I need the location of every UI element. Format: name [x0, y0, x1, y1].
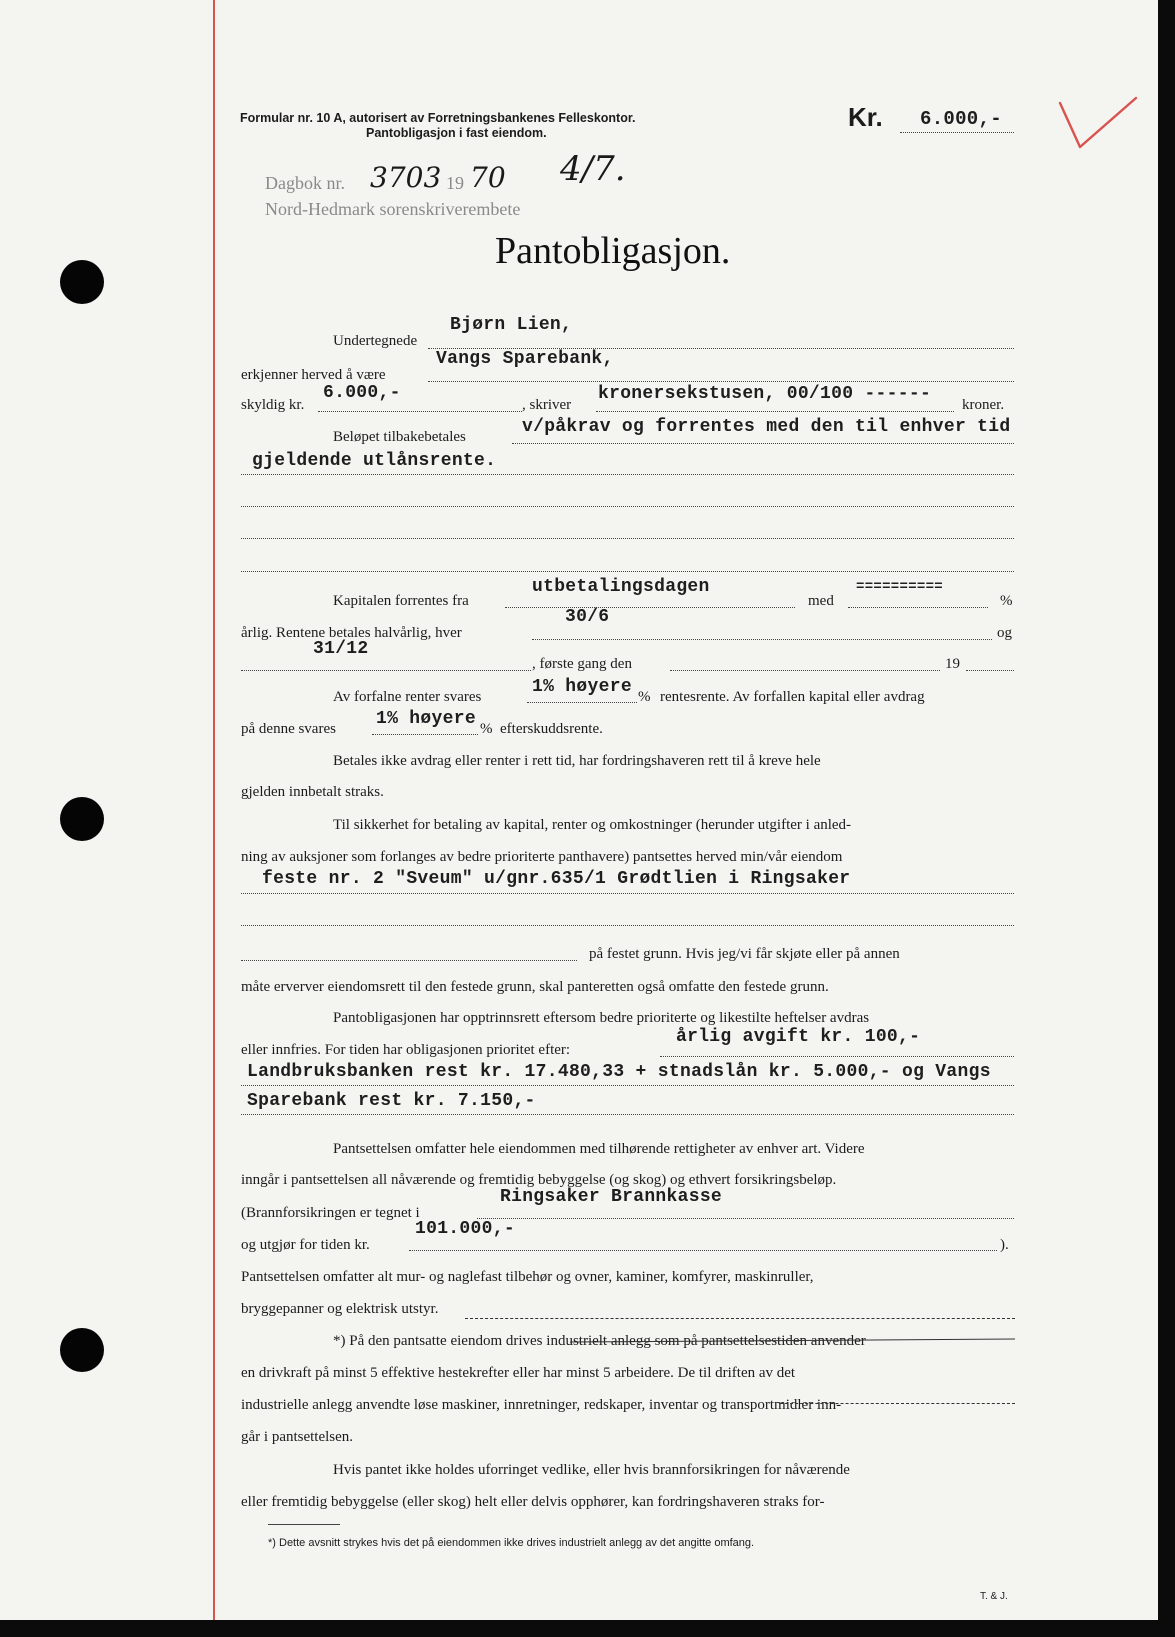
red-margin-line [213, 0, 215, 1620]
amount-value: 6.000,- [920, 108, 1002, 130]
stamp-date-handwritten: 4/7. [560, 149, 626, 189]
arlig-line [532, 639, 992, 640]
forfalne-rest: rentesrente. Av forfallen kapital eller avdrag [660, 689, 925, 705]
murfast-line-1: Pantsettelsen omfatter alt mur- og naglefast tilbehør og ovner, kaminer, komfyrer, maskinruller, [241, 1269, 814, 1285]
percent-sign: % [1000, 593, 1013, 609]
betales-line-1: Betales ikke avdrag eller renter i rett tid, har fordringshaveren rett til å kreve hele [333, 753, 821, 769]
omfatter-line-1: Pantsettelsen omfatter hele eiendommen med tilhørende rettigheter av enhver art. Videre [333, 1141, 865, 1157]
prioritet-line-2 [241, 1085, 1014, 1086]
form-number-line: Formular nr. 10 A, autorisert av Forretningsbankenes Felleskontor. [240, 111, 636, 125]
belopet-line-4 [241, 538, 1014, 539]
stamp-office: Nord-Hedmark sorenskriverembete [265, 199, 521, 219]
percent-sign-2: % [638, 689, 651, 705]
arlig-line-2 [241, 670, 531, 671]
form-type-line: Pantobligasjon i fast eiendom. [366, 126, 547, 140]
brann-line [477, 1218, 1014, 1219]
skriver-line [596, 411, 954, 412]
penalty-rate: 1% høyere [532, 677, 632, 697]
prior-lien-3: Sparebank rest kr. 7.150,- [247, 1091, 536, 1111]
payment-date-2: 31/12 [313, 639, 369, 659]
insurance-company: Ringsaker Brannkasse [500, 1187, 723, 1207]
omfatter-line-2: inngår i pantsettelsen all nåværende og fremtidig bebyggelse (og skog) og ethvert forsikringsbeløp. [241, 1172, 837, 1188]
festet-line-1: på festet grunn. Hvis jeg/vi får skjøte eller på annen [589, 946, 900, 962]
vedlike-line-1: Hvis pantet ikke holdes uforringet vedlike, eller hvis brannforsikringen for nåværende [333, 1462, 850, 1478]
belopet-label: Beløpet tilbakebetales [333, 429, 466, 445]
opptrinn-line-1: Pantobligasjonen har opptrinnsrett eftersom bedre prioriterte og likestilte heftelser avdras [333, 1010, 870, 1026]
eiendom-line-2 [241, 925, 1014, 926]
prior-lien-2: Landbruksbanken rest kr. 17.480,33 + stnadslån kr. 5.000,- og Vangs [247, 1062, 991, 1082]
industri-line-1: *) På den pantsatte eiendom drives industrielt anlegg som på pantsettelsestiden anvender [333, 1333, 866, 1349]
opptrinn-line-2: eller innfries. For tiden har obligasjonen prioritet efter: [241, 1042, 571, 1058]
debtor-name: Bjørn Lien, [450, 315, 573, 335]
forfalne-label: Av forfalne renter svares [333, 689, 482, 705]
red-checkmark-icon [1058, 95, 1138, 155]
repayment-terms-2: gjeldende utlånsrente. [252, 451, 497, 471]
footnote-rule [268, 1524, 340, 1525]
interest-start: utbetalingsdagen [532, 577, 710, 597]
kapitalen-line [505, 607, 795, 608]
nineteen-label: 19 [945, 656, 960, 672]
forste-line [670, 670, 940, 671]
strikethrough-3 [780, 1403, 1015, 1404]
payment-date-1: 30/6 [565, 607, 610, 627]
year-suffix: 70 [470, 161, 506, 194]
document-title: Pantobligasjon. [495, 230, 731, 272]
creditor-name: Vangs Sparebank, [436, 349, 614, 369]
industri-line-3: industrielle anlegg anvendte løse maskiner, innretninger, redskaper, inventar og transportmidler inn- [241, 1397, 842, 1413]
property-description: feste nr. 2 "Sveum" u/gnr.635/1 Grødtlien i Ringsaker [262, 869, 851, 889]
forste-label: , første gang den [532, 656, 632, 672]
forfalne-line [527, 702, 637, 703]
dagbok-number: 3703 [370, 161, 442, 194]
eiendom-line-1 [241, 893, 1014, 894]
erkjenner-label: erkjenner herved å være [241, 367, 386, 383]
footnote: *) Dette avsnitt strykes hvis det på eiendommen ikke drives industrielt anlegg av det angitte omfang. [268, 1537, 755, 1549]
denne-line [372, 734, 478, 735]
sikkerhet-line-1: Til sikkerhet for betaling av kapital, renter og omkostninger (herunder utgifter i anled- [333, 817, 852, 833]
amount-line [900, 132, 1014, 133]
rate-line [848, 607, 988, 608]
year-prefix: 19 [446, 173, 464, 193]
kapitalen-label: Kapitalen forrentes fra [333, 593, 469, 609]
belopet-line-5 [241, 571, 1014, 572]
og-label: og [997, 625, 1012, 641]
scan-border-bottom [0, 1620, 1175, 1637]
sikkerhet-line-2: ning av auksjoner som forlanges av bedre prioriterte panthavere) pantsettes herved min/vår eiendom [241, 849, 843, 865]
punch-hole-top [60, 260, 104, 304]
belopet-line-3 [241, 506, 1014, 507]
undertegnede-label: Undertegnede [333, 333, 418, 349]
murfast-line-2: bryggepanner og elektrisk utstyr. [241, 1301, 439, 1317]
skyldig-label: skyldig kr. [241, 397, 305, 413]
insurance-amount: 101.000,- [415, 1219, 515, 1239]
late-rate: 1% høyere [376, 709, 476, 729]
amount-in-words: kronersekstusen, 00/100 ------ [598, 384, 932, 404]
repayment-terms-1: v/påkrav og forrentes med den til enhver tid [522, 417, 1011, 437]
skriver-label: , skriver [522, 397, 572, 413]
percent-sign-3: % [480, 721, 493, 737]
prioritet-line-1 [660, 1056, 1014, 1057]
utgjor-line [409, 1250, 997, 1251]
belopet-line-1 [512, 443, 1014, 444]
arlig-label: årlig. Rentene betales halvårlig, hver [241, 625, 462, 641]
eiendom-line-3 [241, 960, 577, 961]
printer-mark: T. & J. [980, 1591, 1008, 1602]
utgjor-label: og utgjør for tiden kr. [241, 1237, 370, 1253]
strikethrough-1 [465, 1318, 1015, 1319]
industri-line-2: en drivkraft på minst 5 effektive hestekrefter eller har minst 5 arbeidere. De til driften av det [241, 1365, 796, 1381]
punch-hole-bottom [60, 1328, 104, 1372]
erkjenner-line [428, 381, 1014, 382]
kroner-label: kroner. [962, 397, 1005, 413]
med-label: med [808, 593, 834, 609]
utgjor-end: ). [1000, 1237, 1009, 1253]
scan-border-right [1158, 0, 1175, 1637]
year-line [966, 670, 1014, 671]
skyldig-line [318, 411, 522, 412]
vedlike-line-2: eller fremtidig bebyggelse (eller skog) helt eller delvis opphører, kan fordringshaveren straks for- [241, 1494, 825, 1510]
betales-line-2: gjelden innbetalt straks. [241, 784, 384, 800]
punch-hole-middle [60, 797, 104, 841]
festet-line-2: måte erverver eiendomsrett til den festede grunn, skal panteretten også omfatte den festede grunn. [241, 979, 829, 995]
belopet-line-2 [241, 474, 1014, 475]
industri-line-4: går i pantsettelsen. [241, 1429, 354, 1445]
denne-label: på denne svares [241, 721, 336, 737]
efterskudd-label: efterskuddsrente. [500, 721, 603, 737]
interest-rate: ========== [856, 579, 944, 595]
prioritet-line-3 [241, 1114, 1014, 1115]
debt-amount: 6.000,- [323, 383, 401, 403]
amount-label: Kr. [848, 102, 883, 132]
dagbok-label: Dagbok nr. [265, 173, 345, 193]
prior-lien-1: årlig avgift kr. 100,- [676, 1027, 921, 1047]
brann-label: (Brannforsikringen er tegnet i [241, 1205, 420, 1221]
